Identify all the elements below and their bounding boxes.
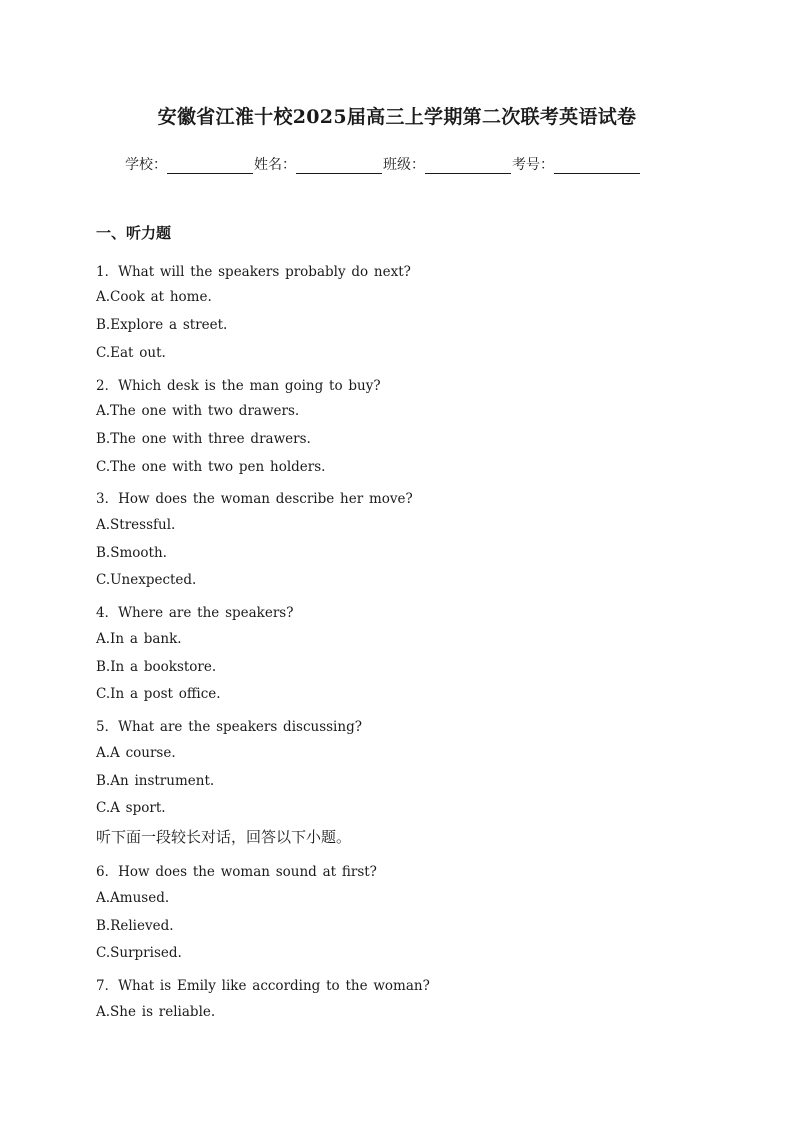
option-5a: A.A course. — [96, 745, 176, 761]
name-blank[interactable] — [296, 157, 382, 174]
option-6b: B.Relieved. — [96, 918, 174, 934]
option-6a: A.Amused. — [96, 890, 170, 906]
option-2a: A.The one with two drawers. — [96, 403, 300, 419]
class-label: 班级： — [383, 157, 425, 173]
option-3c: C.Unexpected. — [96, 572, 197, 588]
option-6c: C.Surprised. — [96, 945, 182, 961]
question-7: 7．What is Emily like according to the woman? — [96, 978, 430, 994]
name-field — [254, 154, 383, 174]
question-5: 5．What are the speakers discussing? — [96, 719, 362, 735]
option-5c: C.A sport. — [96, 800, 166, 816]
student-info-row — [125, 154, 641, 174]
question-3: 3．How does the woman describe her move? — [96, 491, 413, 507]
question-1: 1．What will the speakers probably do next? — [96, 264, 411, 280]
school-label: 学校： — [125, 157, 167, 173]
class-field — [383, 154, 512, 174]
option-1a: A.Cook at home. — [96, 289, 212, 305]
id-blank[interactable] — [554, 157, 640, 174]
option-4a: A.In a bank. — [96, 631, 182, 647]
question-4: 4．Where are the speakers? — [96, 605, 294, 621]
option-4c: C.In a post office. — [96, 686, 221, 702]
option-2c: C.The one with two pen holders. — [96, 459, 326, 475]
section-heading: 一、听力题 — [96, 224, 172, 242]
option-4b: B.In a bookstore. — [96, 659, 217, 675]
option-2b: B.The one with three drawers. — [96, 431, 311, 447]
question-6: 6．How does the woman sound at first? — [96, 864, 377, 880]
option-3b: B.Smooth. — [96, 545, 167, 561]
option-5b: B.An instrument. — [96, 773, 215, 789]
class-blank[interactable] — [425, 157, 511, 174]
option-3a: A.Stressful. — [96, 517, 176, 533]
listening-instruction: 听下面一段较长对话，回答以下小题。 — [96, 828, 352, 846]
school-field — [125, 154, 254, 174]
page-title: 安徽省江淮十校2025届高三上学期第二次联考英语试卷 — [157, 106, 637, 128]
id-label: 考号： — [512, 157, 554, 173]
id-field — [512, 154, 641, 174]
option-1b: B.Explore a street. — [96, 317, 228, 333]
question-2: 2．Which desk is the man going to buy? — [96, 378, 381, 394]
option-7a: A.She is reliable. — [96, 1004, 216, 1020]
option-1c: C.Eat out. — [96, 345, 166, 361]
name-label: 姓名： — [254, 157, 296, 173]
school-blank[interactable] — [167, 157, 253, 174]
